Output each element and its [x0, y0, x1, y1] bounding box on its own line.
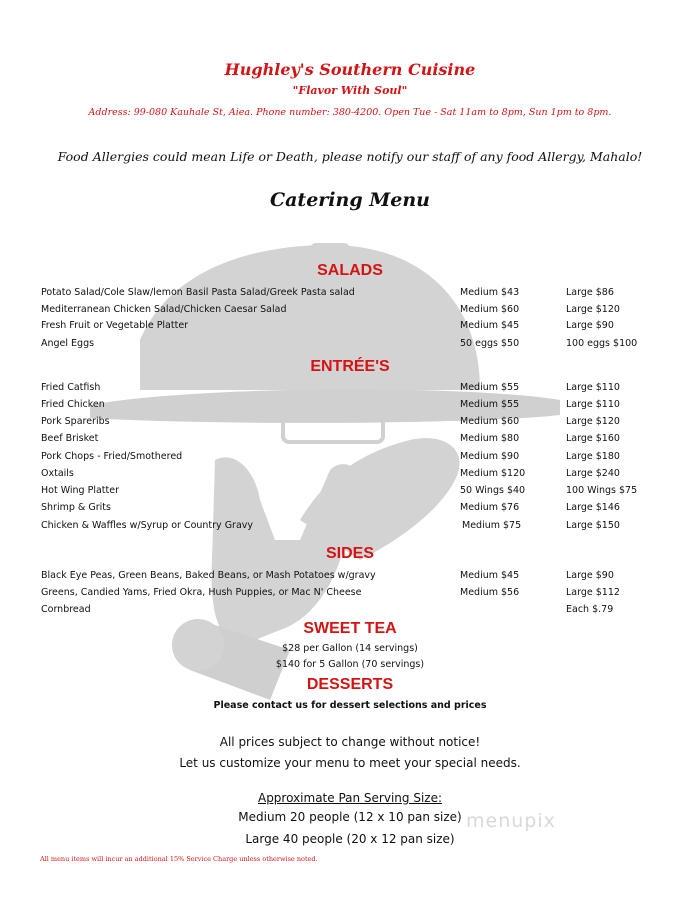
item-medium-price: Medium $120 — [460, 468, 526, 479]
item-large-price: 100 Wings $75 — [566, 485, 638, 496]
salads-heading: SALADS — [317, 262, 383, 279]
item-name: Angel Eggs — [41, 338, 95, 349]
serving-size-large: Large 40 people (20 x 12 pan size) — [245, 832, 455, 846]
item-large-price: Large $146 — [566, 502, 620, 513]
item-large-price: 100 eggs $100 — [566, 338, 638, 349]
item-name: Hot Wing Platter — [41, 485, 119, 496]
menu-heading: Catering Menu — [270, 189, 430, 211]
item-medium-price: Medium $90 — [460, 451, 520, 462]
desserts-heading: DESSERTS — [306, 676, 394, 693]
allergy-notice: Food Allergies could mean Life or Death, please notify our staff of any food Allergy, Mahalo! — [57, 149, 643, 164]
entrees-heading: ENTRÉE'S — [310, 358, 390, 375]
customize-notice: Let us customize your menu to meet your special needs. — [179, 756, 521, 770]
menu-row — [41, 302, 661, 318]
item-medium-price: Medium $55 — [460, 399, 520, 410]
menu-row — [41, 431, 661, 447]
sweet-tea-gallon: $28 per Gallon (14 servings) — [282, 643, 418, 654]
restaurant-address: Address: 99-080 Kauhale St, Aiea. Phone number: 380-4200. Open Tue - Sat 11am to 8pm, Sun 1pm to 8pm. — [88, 107, 612, 118]
item-large-price: Large $90 — [566, 320, 614, 331]
menu-row — [41, 414, 661, 430]
menu-row — [41, 285, 661, 301]
item-medium-price: Medium $75 — [462, 520, 522, 531]
menu-row — [41, 380, 661, 396]
serving-size-medium: Medium 20 people (12 x 10 pan size) — [238, 810, 462, 824]
item-name: Oxtails — [41, 468, 74, 479]
item-medium-price: Medium $60 — [460, 304, 520, 315]
item-large-price: Large $120 — [566, 416, 620, 427]
desserts-note: Please contact us for dessert selections and prices — [213, 700, 487, 711]
menu-row — [41, 449, 661, 465]
serving-size-heading: Approximate Pan Serving Size: — [257, 791, 443, 805]
menu-row — [41, 500, 661, 516]
item-medium-price: Medium $76 — [460, 502, 520, 513]
service-charge-note: All menu items will incur an additional 15% Service Charge unless otherwise noted. — [40, 855, 318, 863]
item-name: Greens, Candied Yams, Fried Okra, Hush Puppies, or Mac N' Cheese — [41, 587, 362, 598]
item-name: Chicken & Waffles w/Syrup or Country Gravy — [41, 520, 254, 531]
menu-row — [41, 318, 661, 334]
item-medium-price: Medium $45 — [460, 320, 520, 331]
menu-row — [41, 518, 661, 534]
menu-row — [41, 466, 661, 482]
item-name: Fried Chicken — [41, 399, 105, 410]
sweet-tea-heading: SWEET TEA — [303, 620, 397, 637]
item-name: Fried Catfish — [41, 382, 101, 393]
item-large-price: Each $.79 — [566, 604, 614, 615]
item-large-price: Large $150 — [566, 520, 620, 531]
item-large-price: Large $120 — [566, 304, 620, 315]
item-medium-price: Medium $56 — [460, 587, 520, 598]
item-large-price: Large $180 — [566, 451, 620, 462]
price-change-notice: All prices subject to change without notice! — [219, 735, 481, 749]
item-large-price: Large $110 — [566, 399, 620, 410]
item-large-price: Large $160 — [566, 433, 620, 444]
item-name: Black Eye Peas, Green Beans, Baked Beans, or Mash Potatoes w/gravy — [41, 570, 376, 581]
menu-row — [41, 397, 661, 413]
item-large-price: Large $112 — [566, 587, 620, 598]
item-large-price: Large $86 — [566, 287, 614, 298]
restaurant-title: Hughley's Southern Cuisine — [224, 60, 476, 79]
menu-row — [41, 483, 661, 499]
item-medium-price: Medium $55 — [460, 382, 520, 393]
menu-row — [41, 336, 661, 352]
item-name: Shrimp & Grits — [41, 502, 111, 513]
item-medium-price: Medium $45 — [460, 570, 520, 581]
sides-heading: SIDES — [325, 545, 374, 562]
menu-row — [41, 585, 661, 601]
item-name: Pork Chops - Fried/Smothered — [41, 451, 183, 462]
item-name: Beef Brisket — [41, 433, 99, 444]
item-name: Cornbread — [41, 604, 91, 615]
item-medium-price: Medium $60 — [460, 416, 520, 427]
item-large-price: Large $110 — [566, 382, 620, 393]
menupix-watermark: menupix — [466, 810, 556, 832]
sweet-tea-five-gallon: $140 for 5 Gallon (70 servings) — [275, 659, 425, 670]
item-medium-price: Medium $43 — [460, 287, 520, 298]
item-name: Fresh Fruit or Vegetable Platter — [41, 320, 189, 331]
item-name: Pork Spareribs — [41, 416, 110, 427]
item-medium-price: Medium $80 — [460, 433, 520, 444]
menu-row — [41, 602, 661, 618]
item-large-price: Large $240 — [566, 468, 620, 479]
menu-row — [41, 568, 661, 584]
item-large-price: Large $90 — [566, 570, 614, 581]
restaurant-tagline: "Flavor With Soul" — [292, 84, 408, 97]
item-name: Mediterranean Chicken Salad/Chicken Caesar Salad — [41, 304, 287, 315]
item-medium-price: 50 eggs $50 — [460, 338, 520, 349]
item-name: Potato Salad/Cole Slaw/lemon Basil Pasta Salad/Greek Pasta salad — [41, 287, 355, 298]
item-medium-price: 50 Wings $40 — [460, 485, 526, 496]
